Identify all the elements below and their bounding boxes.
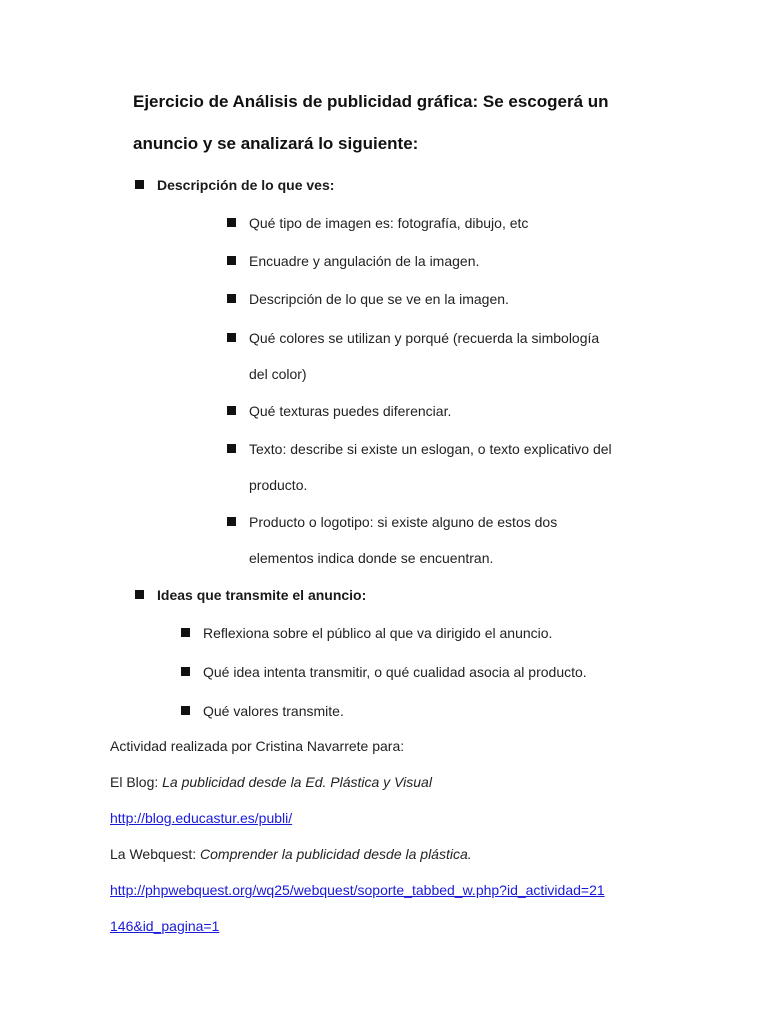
list-item-text: Descripción de lo que se ve en la imagen. xyxy=(249,291,509,307)
square-bullet-icon xyxy=(227,444,236,453)
list-item-text: Qué idea intenta transmitir, o qué cualidad asocia al producto. xyxy=(203,664,587,680)
list-item-text: Encuadre y angulación de la imagen. xyxy=(249,253,480,269)
square-bullet-icon xyxy=(135,180,144,189)
square-bullet-icon xyxy=(181,706,190,715)
list-item-continuation: del color) xyxy=(249,366,307,382)
webquest-link-line-2[interactable]: 146&id_pagina=1 xyxy=(110,918,220,934)
blog-title: La publicidad desde la Ed. Plástica y Visual xyxy=(162,774,432,790)
webquest-line xyxy=(110,846,472,862)
square-bullet-icon xyxy=(135,590,144,599)
list-item-text: Texto: describe si existe un eslogan, o texto explicativo del xyxy=(249,441,612,457)
author-line: Actividad realizada por Cristina Navarrete para: xyxy=(110,738,405,754)
square-bullet-icon xyxy=(227,333,236,342)
square-bullet-icon xyxy=(181,628,190,637)
list-item-text: Qué valores transmite. xyxy=(203,703,344,719)
list-item-text: Reflexiona sobre el público al que va dirigido el anuncio. xyxy=(203,625,553,641)
webquest-label: La Webquest: xyxy=(110,846,201,862)
webquest-title: Comprender la publicidad desde la plástica. xyxy=(200,846,472,862)
blog-line xyxy=(110,774,432,790)
square-bullet-icon xyxy=(227,406,236,415)
list-item-continuation: producto. xyxy=(249,477,308,493)
square-bullet-icon xyxy=(227,294,236,303)
square-bullet-icon xyxy=(181,667,190,676)
section-heading-label: Descripción de lo que ves: xyxy=(157,177,335,193)
document-title-line-1: Ejercicio de Análisis de publicidad gráfica: Se escogerá un xyxy=(133,92,609,111)
list-item-text: Qué texturas puedes diferenciar. xyxy=(249,403,452,419)
webquest-link-line-1[interactable]: http://phpwebquest.org/wq25/webquest/soporte_tabbed_w.php?id_actividad=21 xyxy=(110,882,605,898)
blog-link[interactable]: http://blog.educastur.es/publi/ xyxy=(110,810,293,826)
square-bullet-icon xyxy=(227,517,236,526)
list-item-text: Producto o logotipo: si existe alguno de estos dos xyxy=(249,514,558,530)
list-item-text: Qué tipo de imagen es: fotografía, dibujo, etc xyxy=(249,215,529,231)
document-title-line-2: anuncio y se analizará lo siguiente: xyxy=(133,134,419,153)
section-heading-label: Ideas que transmite el anuncio: xyxy=(157,587,367,603)
list-item-text: Qué colores se utilizan y porqué (recuerda la simbología xyxy=(249,330,600,346)
list-item-continuation: elementos indica donde se encuentran. xyxy=(249,550,494,566)
blog-label: El Blog: xyxy=(110,774,163,790)
square-bullet-icon xyxy=(227,218,236,227)
square-bullet-icon xyxy=(227,256,236,265)
